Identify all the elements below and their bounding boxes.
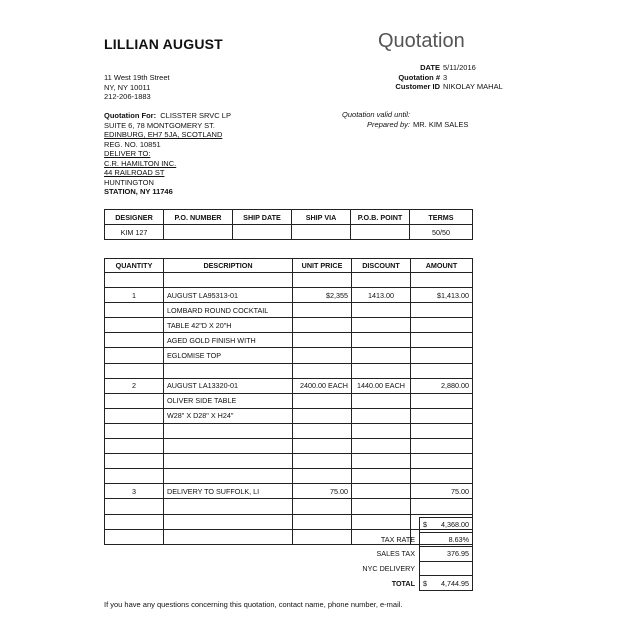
valid-until-label: Quotation valid until: [342,110,410,119]
address-line: 11 West 19th Street [104,73,170,82]
table-cell: EGLOMISE TOP [164,348,293,363]
table-cell: 75.00 [293,484,352,499]
table-row [105,378,473,393]
subtotal-value: 4,368.00 [436,518,473,533]
table-cell [293,393,352,408]
table-row [105,273,473,288]
table-row [105,484,473,499]
table-cell [293,454,352,469]
delivery-line: HUNTINGTON [104,177,154,187]
table-cell [164,363,293,378]
table-row [105,393,473,408]
table-cell: 75.00 [411,484,473,499]
total-label: TOTAL [391,578,415,588]
table-cell [411,348,473,363]
table-cell: AUGUST LA13320-01 [164,378,293,393]
table-cell [351,225,410,240]
nyc-delivery-row [104,561,473,576]
table-cell [411,408,473,423]
quotation-for-block [104,111,231,197]
table-cell [105,333,164,348]
column-header: TERMS [410,210,473,225]
line-items-table [104,258,473,545]
table-cell [352,439,411,454]
table-row [105,348,473,363]
table-row [105,288,473,303]
column-header: P.O.B. POINT [351,210,410,225]
table-header-row [105,210,473,225]
table-cell: $2,355 [293,288,352,303]
delivery-line: STATION, NY 11746 [104,187,173,196]
deliver-to-label: DELIVER TO: [104,149,151,158]
subtotal-currency: $ [420,518,437,533]
validity-labels [300,110,410,129]
table-cell [105,363,164,378]
column-header: SHIP DATE [233,210,292,225]
line-items-body [105,273,473,545]
column-header: DESCRIPTION [164,259,293,273]
table-cell [352,499,411,514]
column-header: SHIP VIA [292,210,351,225]
table-cell [164,439,293,454]
tax-rate-value: 8.63% [436,532,473,547]
table-cell: $1,413.00 [411,288,473,303]
company-address [104,73,170,102]
table-cell [105,393,164,408]
table-row [105,318,473,333]
meta-labels [300,63,440,92]
sales-tax-value: 376.95 [436,547,473,562]
table-cell [411,439,473,454]
prepared-by-label: Prepared by: [367,119,410,129]
table-cell [352,423,411,438]
table-row [105,423,473,438]
column-header: DISCOUNT [352,259,411,273]
table-cell [293,423,352,438]
nyc-delivery-value [436,561,473,576]
totals-table [104,517,473,591]
table-cell [105,303,164,318]
table-cell [164,469,293,484]
table-cell [352,363,411,378]
column-header: AMOUNT [411,259,473,273]
table-cell [293,318,352,333]
table-cell [105,499,164,514]
table-cell [293,363,352,378]
table-cell [352,333,411,348]
table-cell [352,303,411,318]
tax-rate-label: TAX RATE [380,534,415,544]
table-row [105,469,473,484]
table-row [105,303,473,318]
table-cell: AGED GOLD FINISH WITH [164,333,293,348]
table-cell: 1 [105,288,164,303]
table-row [105,408,473,423]
table-cell [293,333,352,348]
column-header: QUANTITY [105,259,164,273]
table-cell: 1440.00 EACH [352,378,411,393]
table-cell [293,273,352,288]
table-cell [105,439,164,454]
table-cell [411,363,473,378]
table-cell [411,333,473,348]
date-label: DATE [420,63,440,72]
table-cell: OLIVER SIDE TABLE [164,393,293,408]
table-cell [164,225,233,240]
table-cell [411,423,473,438]
table-cell [105,348,164,363]
table-cell [352,348,411,363]
table-cell [293,499,352,514]
table-header-row [105,259,473,273]
subtotal-row [104,518,473,533]
table-row [105,454,473,469]
quotation-number-value: 3 [443,72,448,82]
table-cell [293,439,352,454]
quotation-number-label: Quotation # [398,72,440,82]
table-cell: W28" X D28" X H24" [164,408,293,423]
table-cell: 2 [105,378,164,393]
client-address-line: EDINBURG, EH7 5JA, SCOTLAND [104,130,223,139]
table-row [105,225,473,240]
meta-values [443,63,503,92]
total-value: 4,744.95 [436,576,473,591]
total-currency: $ [420,576,437,591]
table-cell [293,348,352,363]
company-name: LILLIAN AUGUST [104,36,223,52]
table-cell [411,303,473,318]
sales-tax-row [104,547,473,562]
table-cell [293,303,352,318]
table-cell [105,408,164,423]
customer-id-label: Customer ID [395,82,440,91]
prepared-by-value: MR. KIM SALES [413,119,469,129]
table-cell [105,318,164,333]
table-cell: 2,880.00 [411,378,473,393]
delivery-line: C.R. HAMILTON INC. [104,158,177,168]
document-title: Quotation [378,30,465,52]
table-cell: LOMBARD ROUND COCKTAIL [164,303,293,318]
table-cell [352,273,411,288]
delivery-line: 44 RAILROAD ST [104,168,165,177]
table-cell: 3 [105,484,164,499]
table-cell [411,454,473,469]
table-cell [352,318,411,333]
table-cell: KIM 127 [105,225,164,240]
table-cell [233,225,292,240]
client-name: CLISSTER SRVC LP [160,111,231,120]
nyc-delivery-label: NYC DELIVERY [362,564,415,574]
quotation-for-label: Quotation For: [104,111,157,120]
table-cell [293,408,352,423]
table-cell [105,273,164,288]
table-cell [411,393,473,408]
table-cell [164,273,293,288]
table-cell [352,484,411,499]
total-row [104,576,473,591]
table-cell [164,423,293,438]
table-cell [411,273,473,288]
table-cell: 50/50 [410,225,473,240]
date-value: 5/11/2016 [443,63,476,72]
customer-id-value: NIKOLAY MAHAL [443,82,503,91]
table-cell: TABLE 42"D X 20"H [164,318,293,333]
table-cell [411,318,473,333]
table-cell: DELIVERY TO SUFFOLK, LI [164,484,293,499]
column-header: P.O. NUMBER [164,210,233,225]
table-cell [352,408,411,423]
table-cell [411,469,473,484]
order-header-table [104,209,473,240]
table-cell [411,499,473,514]
table-cell [352,393,411,408]
table-cell [293,469,352,484]
client-address-line: SUITE 6, 78 MONTGOMERY ST. [104,120,215,130]
table-cell: 1413.00 [352,288,411,303]
column-header: UNIT PRICE [293,259,352,273]
table-row [105,333,473,348]
tax-rate-row [104,532,473,547]
table-cell [352,454,411,469]
table-cell [292,225,351,240]
client-reg-number: REG. NO. 10851 [104,139,161,149]
table-cell [105,469,164,484]
table-cell [164,454,293,469]
table-cell [105,454,164,469]
column-header: DESIGNER [105,210,164,225]
address-line: NY, NY 10011 [104,82,151,92]
company-phone: 212-206-1883 [104,92,151,101]
table-cell: 2400.00 EACH [293,378,352,393]
table-cell [105,423,164,438]
footer-note: If you have any questions concerning this quotation, contact name, phone number, e-mail. [104,600,403,609]
table-row [105,363,473,378]
table-row [105,439,473,454]
table-row [105,499,473,514]
table-cell [352,469,411,484]
table-cell [164,499,293,514]
sales-tax-label: SALES TAX [376,549,415,559]
table-cell: AUGUST LA95313-01 [164,288,293,303]
